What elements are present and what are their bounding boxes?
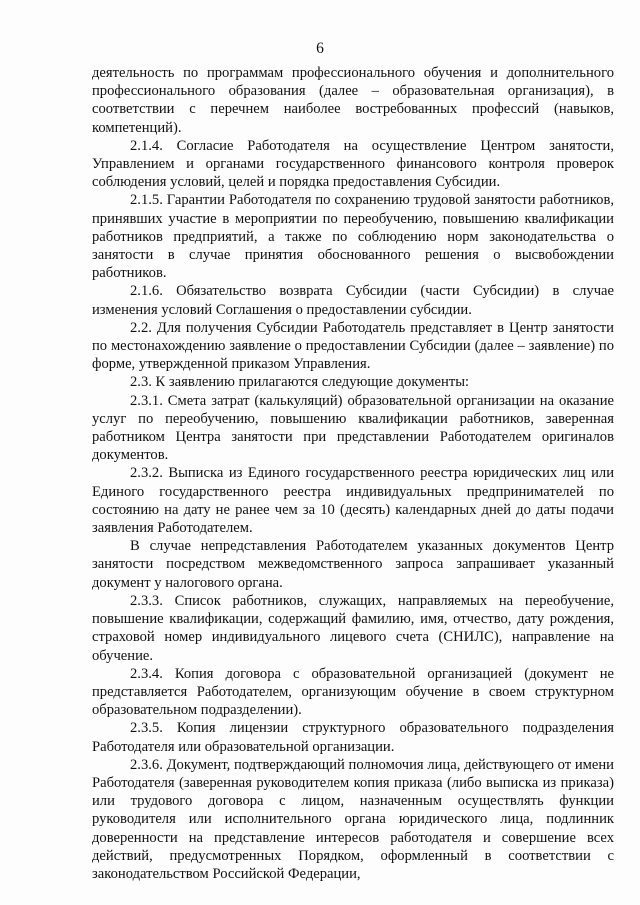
document-body	[92, 64, 614, 883]
page-number: 6	[316, 40, 324, 57]
paragraph-2-3-5: 2.3.5. Копия лицензии структурного образовательного подразделения Работодателя или образовательной организации.	[92, 720, 614, 755]
paragraph-2-3-2-note: В случае непредставления Работодателем указанных документов Центр занятости посредством межведомственного запроса запрашивает указанный документ у налогового органа.	[92, 538, 614, 591]
paragraph-2-3: 2.3. К заявлению прилагаются следующие документы:	[130, 374, 470, 391]
paragraph-continuation: деятельность по программам профессионального обучения и дополнительного профессионального образования (далее – образовательная организация), в соответствии с перечнем наиболее востребованных профессий (навыков, компетенций).	[92, 65, 614, 136]
paragraph-2-3-3: 2.3.3. Список работников, служащих, направляемых на переобучение, повышение квалификации, содержащий фамилию, имя, отчество, дату рождения, страховой номер индивидуального лицевого счета (СНИЛС), направление на обучение.	[92, 592, 614, 664]
paragraph-2-1-6: 2.1.6. Обязательство возврата Субсидии (части Субсидии) в случае изменения условий Соглашения о предоставлении субсидии.	[92, 283, 614, 318]
paragraph-2-3-1: 2.3.1. Смета затрат (калькуляций) образовательной организации на оказание услуг по переобучению, повышению квалификации работников, заверенная работником Центра занятости при представлении Работодателем оригиналов документов.	[92, 392, 614, 464]
paragraph-2-1-4: 2.1.4. Согласие Работодателя на осуществление Центром занятости, Управлением и органами государственного финансового контроля проверок соблюдения условий, целей и порядка предоставления Субсидии.	[92, 137, 614, 191]
paragraph-2-3-4: 2.3.4. Копия договора с образовательной организацией (документ не представляется Работодателем, организующим обучение в своем структурном образовательном подразделении).	[92, 665, 614, 719]
paragraph-2-2: 2.2. Для получения Субсидии Работодатель представляет в Центр занятости по местонахождению заявление о предоставлении Субсидии (далее – заявление) по форме, утвержденной приказом Управления.	[92, 319, 614, 373]
paragraph-2-1-5: 2.1.5. Гарантии Работодателя по сохранению трудовой занятости работников, принявших участие в мероприятии по переобучению, повышению квалификации работников предприятий, а также по соблюдению норм законодательства о занятости в случае принятия обоснованного решения о высвобождении работников.	[92, 192, 614, 282]
paragraph-2-3-2: 2.3.2. Выписка из Единого государственного реестра юридических лиц или Единого государственного реестра индивидуальных предпринимателей по состоянию на дату не ранее чем за 10 (десять) календарных дней до даты подачи заявления Работодателем.	[92, 465, 614, 537]
paragraph-2-3-6: 2.3.6. Документ, подтверждающий полномочия лица, действующего от имени Работодателя (заверенная руководителем копия приказа (либо выписка из приказа) или трудового договора с лицом, назначенным осуществлять функции руководителя или исполнительного органа юридического лица, подлинник доверенности на представление интересов работодателя и совершение всех действий, предусмотренных Порядком, оформленный в соответствии с законодательством Российской Федерации,	[92, 756, 614, 882]
